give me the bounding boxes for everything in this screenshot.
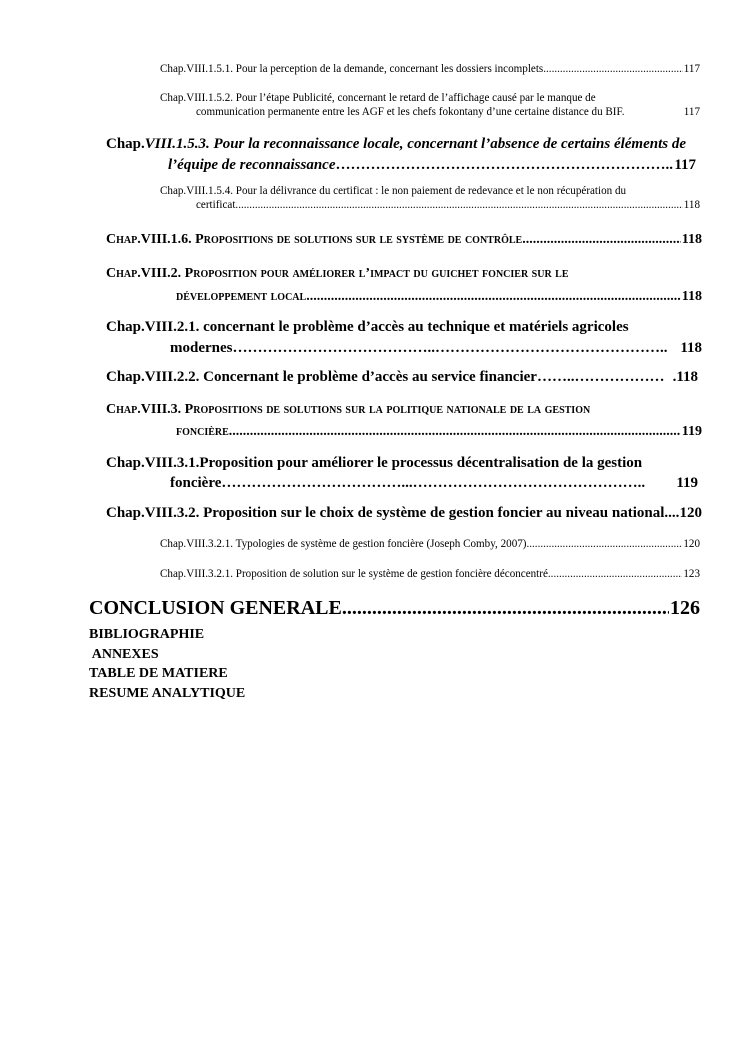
dot-leader [548,567,682,581]
toc-entry-title-cont: foncière [176,424,229,439]
toc-page-number: 117 [683,63,700,75]
toc-page-number: 123 [683,568,700,580]
toc-entry-conclusion[interactable] [89,595,700,621]
toc-page-number: 126 [670,597,700,619]
toc-entry-title: VIII.1.5.3. Pour la reconnaissance locale, concernant l’absence de certains éléments de [144,136,687,152]
dot-leader [543,62,683,76]
toc-entry-viii-2-1[interactable] [106,317,702,359]
dot-leader [526,537,682,551]
toc-entry-viii-2-2[interactable] [106,367,698,388]
toc-page-number: 119 [676,475,698,491]
toc-entry-title-cont: développement local [176,289,307,304]
toc-entry-title-cont: l’équipe de reconnaissance [168,157,336,173]
toc-entry-viii-3-2-1-proposition[interactable] [160,567,700,581]
toc-entry-viii-1-5-2[interactable] [160,91,700,119]
toc-page-number: .118 [672,369,698,385]
toc-entry-viii-3[interactable] [106,400,702,444]
dot-leader [664,503,678,524]
dot-leader [526,230,681,249]
toc-page-number: 117 [674,157,696,173]
toc-entry-title: Chap.VIII.1.6. Propositions de solutions sur le système de contrôle. [106,232,526,247]
toc-entry-title-cont: communication permanente entre les AGF et les chefs fokontany d’une certaine distance du BIF. [196,106,625,118]
toc-entry-table-de-matiere[interactable]: TABLE DE MATIERE [89,666,228,681]
dot-leader [229,420,681,444]
toc-entry-title: Chap.VIII.1.5.4. Pour la délivrance du certificat : le non paiement de redevance et le non récupération du [160,185,627,197]
toc-entry-title: Chap.VIII.3. Propositions de solutions sur la politique nationale de la gestion [106,402,591,417]
dot-leader [306,284,681,310]
back-matter-list [89,625,245,703]
ellipsis-leader: ………………………………………………………….. [335,157,673,173]
toc-entry-title: CONCLUSION GENERALE [89,597,342,619]
dot-leader [235,198,682,212]
toc-page-number: 118 [680,340,702,356]
toc-page-number: 120 [683,538,700,550]
toc-entry-viii-1-5-3[interactable] [106,134,696,176]
toc-entry-viii-3-2-1-typologies[interactable] [160,537,700,551]
toc-page-number: 118 [683,199,700,211]
toc-entry-annexes[interactable]: ANNEXES [89,646,159,662]
toc-page-number: 117 [683,106,700,118]
toc-entry-viii-1-5-4[interactable] [160,184,700,212]
toc-entry-title: Chap.VIII.2.2. Concernant le problème d’accès au service financier [106,369,537,385]
toc-entry-title: Chap.VIII.2.1. concernant le problème d’accès au technique et matériels agricoles [106,319,629,335]
dot-leader [342,595,669,621]
toc-entry-title: Chap.VIII.3.2. Proposition sur le choix de système de gestion foncier au niveau national [106,505,665,521]
ellipsis-leader: …………………………………..……………………………………….. [232,340,668,356]
toc-entry-resume-analytique[interactable]: RESUME ANALYTIQUE [89,685,246,701]
toc-entry-title-cont: certificat [196,199,236,211]
ellipsis-leader: ……..……………… [536,369,665,385]
toc-entry-title: Chap.VIII.3.2.1. Proposition de solution sur le système de gestion foncière déconcentré [160,568,548,580]
toc-entry-title: Chap.VIII.3.1.Proposition pour améliorer le processus décentralisation de la gestion [106,455,643,471]
toc-entry-title: Chap.VIII.1.5.2. Pour l’étape Publicité, concernant le retard de l’affichage causé par le manque de [160,92,596,104]
toc-entry-viii-3-2[interactable] [106,503,702,524]
toc-entry-viii-1-5-1[interactable] [160,62,700,76]
toc-page-number: 120 [679,505,702,521]
ellipsis-leader: ………………………………...……………………………………….. [221,475,646,491]
toc-entry-title: Chap.VIII.3.2.1. Typologies de système de gestion foncière (Joseph Comby, 2007) [160,538,527,550]
toc-page-number: 119 [681,424,702,439]
toc-entry-bibliographie[interactable]: BIBLIOGRAPHIE [89,627,205,642]
toc-entry-viii-2[interactable] [106,264,702,310]
toc-entry-title-cont: modernes [170,340,233,356]
toc-entry-viii-3-1[interactable] [106,453,698,493]
toc-page-number: 118 [681,289,702,304]
toc-entry-prefix: Chap. [106,136,145,152]
toc-page-number: 118 [681,232,702,247]
toc-entry-title-cont: foncière [170,475,222,491]
toc-entry-title: Chap.VIII.2. Proposition pour améliorer l’impact du guichet foncier sur le [106,266,569,281]
toc-entry-viii-1-6[interactable] [106,230,702,249]
toc-entry-title: Chap.VIII.1.5.1. Pour la perception de la demande, concernant les dossiers incomplets [160,63,544,75]
